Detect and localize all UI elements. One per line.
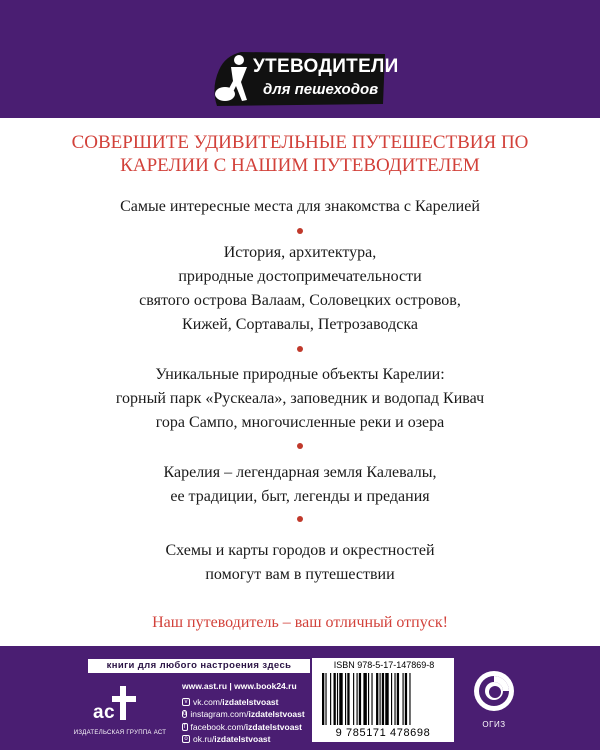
- vk-icon: v: [182, 698, 190, 706]
- publisher-links: [182, 680, 305, 746]
- paragraph-line: святого острова Валаам, Соловецких островов,: [139, 292, 461, 309]
- headline: [50, 131, 550, 177]
- ogiz-label: ОГИЗ: [482, 720, 506, 729]
- headline-line: КАРЕЛИИ С НАШИМ ПУТЕВОДИТЕЛЕМ: [120, 155, 480, 176]
- series-logo: [211, 48, 399, 110]
- social-link-ok[interactable]: o ok.ru/ izdatelstvoast: [182, 733, 302, 746]
- paragraph-line: помогут вам в путешествии: [205, 566, 395, 583]
- series-title-line2: для пешеходов: [263, 81, 379, 98]
- website-links[interactable]: www.ast.ru | www.book24.ru: [182, 681, 297, 691]
- paragraph-line: История, архитектура,: [223, 244, 377, 261]
- social-link-vk[interactable]: v vk.com/ izdatelstvoast: [182, 696, 302, 709]
- instagram-icon: o: [183, 711, 187, 718]
- paragraph-line: природные достопримечательности: [178, 268, 422, 285]
- bottom-band: [0, 646, 600, 750]
- tagline: книги для любого настроения здесь: [88, 659, 310, 673]
- paragraph-line: Схемы и карты городов и окрестностей: [165, 542, 435, 559]
- paragraph-line: горный парк «Рускеала», заповедник и водопад Кивач: [115, 390, 485, 407]
- feature-paragraph: [40, 195, 560, 219]
- paragraph-line: Самые интересные места для знакомства с Карелией: [120, 198, 480, 215]
- feature-paragraph: [40, 363, 560, 435]
- ast-logo-icon: [92, 684, 138, 724]
- social-link-instagram[interactable]: o instagram.com/ izdatelstvoast: [183, 709, 305, 719]
- social-link-facebook[interactable]: f facebook.com/ izdatelstvoast: [183, 721, 302, 732]
- bullet-dot: [297, 228, 303, 234]
- svg-text:с: с: [104, 702, 115, 723]
- slogan: Наш путеводитель – ваш отличный отпуск!: [152, 614, 448, 631]
- barcode-number: 9 785171 478698: [335, 727, 431, 739]
- ok-icon: o: [182, 735, 190, 743]
- facebook-icon: f: [183, 723, 186, 730]
- top-band: [0, 0, 600, 118]
- svg-text:а: а: [93, 702, 104, 723]
- bullet-dot: [297, 346, 303, 352]
- paragraph-line: гора Сампо, многочисленные реки и озера: [155, 414, 445, 431]
- feature-paragraph: [40, 539, 560, 587]
- bullet-dot: [297, 443, 303, 449]
- headline-line: СОВЕРШИТЕ УДИВИТЕЛЬНЫЕ ПУТЕШЕСТВИЯ ПО: [71, 132, 529, 153]
- paragraph-line: Уникальные природные объекты Карелии:: [155, 366, 445, 383]
- publisher-name: ИЗДАТЕЛЬСКАЯ ГРУППА АСТ: [73, 730, 167, 736]
- paragraph-line: Карелия – легендарная земля Калевалы,: [163, 464, 437, 481]
- paragraph-line: ее традиции, быт, легенды и предания: [170, 488, 430, 505]
- paragraph-line: Кижей, Сортавалы, Петрозаводска: [182, 316, 418, 333]
- series-title-line1: УТЕВОДИТЕЛИ: [253, 56, 399, 77]
- barcode-icon: [318, 673, 448, 727]
- back-cover-text: [0, 118, 600, 646]
- isbn-label: ISBN 978-5-17-147869-8: [333, 660, 435, 670]
- ogiz-logo-icon: [473, 670, 515, 712]
- isbn-barcode-box: [312, 658, 454, 742]
- feature-paragraph: [40, 241, 560, 337]
- feature-paragraph: [40, 461, 560, 509]
- bullet-dot: [297, 516, 303, 522]
